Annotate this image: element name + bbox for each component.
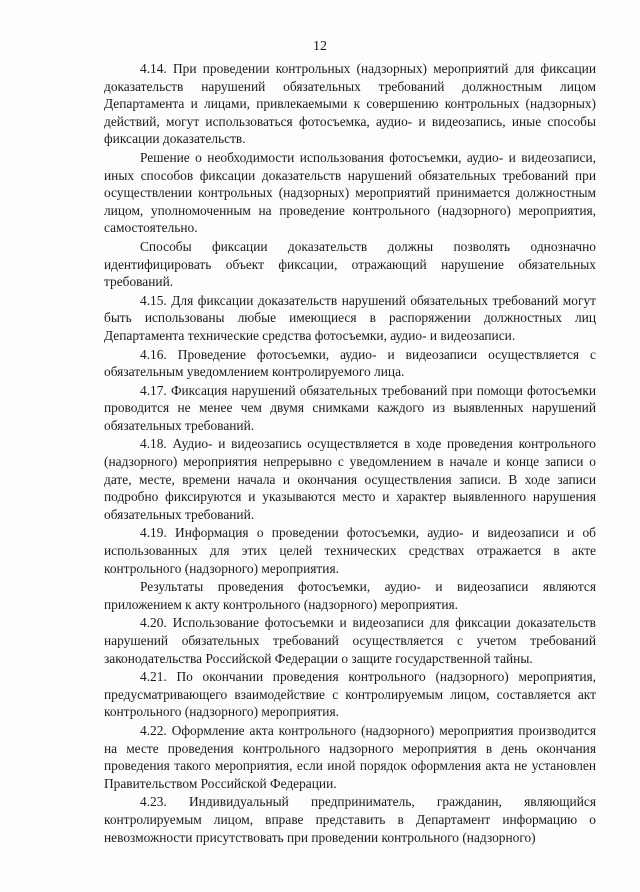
paragraph-4-23: 4.23. Индивидуальный предприниматель, гражданин, являющийся контролируемым лицом, вправе представить в Департамент информацию о невозможности присутствовать при проведении контрольного (надзорного) <box>104 794 596 845</box>
paragraph-4-19: 4.19. Информация о проведении фотосъемки, аудио- и видеозаписи и об использованных для этих целей технических средствах отражается в акте контрольного (надзорного) мероприятия. <box>104 525 596 576</box>
document-body <box>104 60 596 847</box>
paragraph-4-14: 4.14. При проведении контрольных (надзорных) мероприятий для фиксации доказательств нарушений обязательных требований должностным лицом Департамента и лицами, привлекаемыми к совершению контрольных (надзорных) действий, могут использоваться фотосъемка, аудио- и видеозапись, иные способы фиксации доказательств. <box>104 61 596 147</box>
paragraph-4-20: 4.20. Использование фотосъемки и видеозаписи для фиксации доказательств нарушений обязательных требований осуществляется с учетом требований законодательства Российской Федерации о защите государственной тайны. <box>104 615 596 666</box>
paragraph-4-22: 4.22. Оформление акта контрольного (надзорного) мероприятия производится на месте проведения контрольного надзорного мероприятия в день окончания проведения такого мероприятия, если иной порядок оформления акта не установлен Правительством Российской Федерации. <box>104 722 596 791</box>
paragraph-4-21: 4.21. По окончании проведения контрольного (надзорного) мероприятия, предусматривающего взаимодействие с контролируемым лицом, составляется акт контрольного (надзорного) мероприятия. <box>104 669 596 720</box>
paragraph-4-16: 4.16. Проведение фотосъемки, аудио- и видеозаписи осуществляется с обязательным уведомлением контролируемого лица. <box>104 346 596 380</box>
page-number: 12 <box>313 39 327 54</box>
paragraph-4-18: 4.18. Аудио- и видеозапись осуществляется в ходе проведения контрольного (надзорного) мероприятия непрерывно с уведомлением в начале и конце записи о дате, месте, времени начала и окончания осуществления записи. В ходе записи подробно фиксируются и указываются место и характер выявленного нарушения обязательных требований. <box>104 436 596 522</box>
paragraph-methods: Способы фиксации доказательств должны позволять однозначно идентифицировать объект фиксации, отражающий нарушение обязательных требований. <box>104 238 596 290</box>
paragraph-decision: Решение о необходимости использования фотосъемки, аудио- и видеозаписи, иных способов фиксации доказательств нарушений обязательных требований при осуществлении контрольных (надзорных) мероприятий принимается должностным лицом, уполномоченным на проведение контрольного (надзорного) мероприятия, самостоятельно. <box>104 149 596 236</box>
paragraph-results: Результаты проведения фотосъемки, аудио- и видеозаписи являются приложением к акту контрольного (надзорного) мероприятия. <box>104 579 596 612</box>
paragraph-4-17: 4.17. Фиксация нарушений обязательных требований при помощи фотосъемки проводится не менее чем двумя снимками каждого из выявленных нарушений обязательных требований. <box>104 382 596 433</box>
paragraph-4-15: 4.15. Для фиксации доказательств нарушений обязательных требований могут быть использованы любые имеющиеся в распоряжении должностных лиц Департамента технические средства фотосъемки, аудио- и видеозаписи. <box>104 292 596 343</box>
